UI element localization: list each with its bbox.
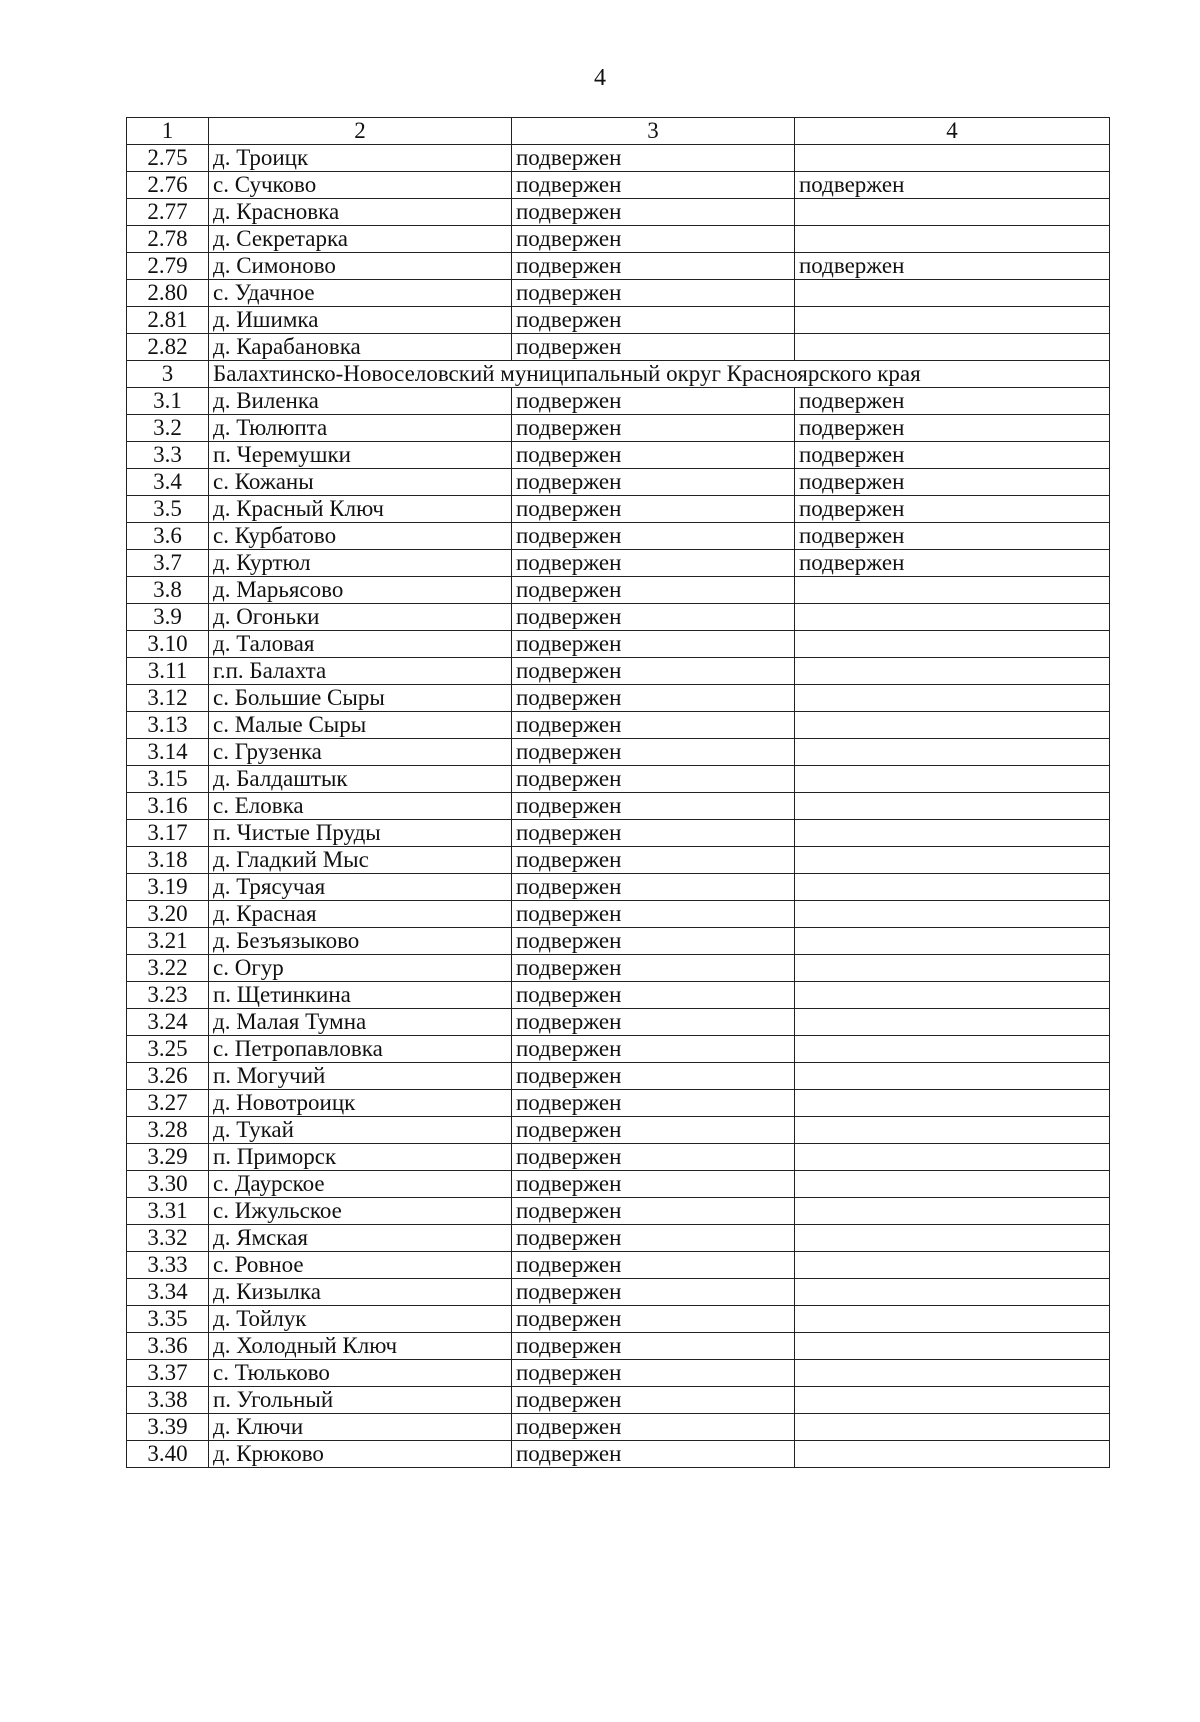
column-3-value: подвержен bbox=[512, 1198, 795, 1225]
settlement-name: с. Грузенка bbox=[209, 739, 512, 766]
page-number: 4 bbox=[594, 65, 606, 91]
table-row bbox=[127, 1198, 1110, 1225]
table-row bbox=[127, 820, 1110, 847]
settlement-name: с. Малые Сыры bbox=[209, 712, 512, 739]
column-3-value: подвержен bbox=[512, 982, 795, 1009]
column-3-value: подвержен bbox=[512, 496, 795, 523]
column-4-value bbox=[795, 1279, 1110, 1306]
row-number: 3.27 bbox=[127, 1090, 209, 1117]
column-3-value: подвержен bbox=[512, 577, 795, 604]
settlement-name: д. Ямская bbox=[209, 1225, 512, 1252]
settlement-name: п. Чистые Пруды bbox=[209, 820, 512, 847]
settlement-name: с. Ижульское bbox=[209, 1198, 512, 1225]
column-4-value bbox=[795, 685, 1110, 712]
row-number: 3.14 bbox=[127, 739, 209, 766]
column-4-value bbox=[795, 1171, 1110, 1198]
column-4-value bbox=[795, 712, 1110, 739]
settlement-name: д. Огоньки bbox=[209, 604, 512, 631]
column-4-value bbox=[795, 604, 1110, 631]
column-3-value: подвержен bbox=[512, 1171, 795, 1198]
column-3-value: подвержен bbox=[512, 847, 795, 874]
settlement-name: д. Гладкий Мыс bbox=[209, 847, 512, 874]
row-number: 3.38 bbox=[127, 1387, 209, 1414]
row-number: 2.77 bbox=[127, 199, 209, 226]
row-number: 3.26 bbox=[127, 1063, 209, 1090]
table-row bbox=[127, 577, 1110, 604]
table-header-row bbox=[127, 118, 1110, 145]
column-3-value: подвержен bbox=[512, 1144, 795, 1171]
column-4-value: подвержен bbox=[795, 523, 1110, 550]
settlement-name: д. Марьясово bbox=[209, 577, 512, 604]
column-4-value bbox=[795, 1144, 1110, 1171]
settlement-name: д. Трясучая bbox=[209, 874, 512, 901]
table-row bbox=[127, 226, 1110, 253]
column-3-value: подвержен bbox=[512, 550, 795, 577]
column-4-value: подвержен bbox=[795, 496, 1110, 523]
table-row bbox=[127, 901, 1110, 928]
column-header-1: 1 bbox=[127, 118, 209, 145]
table-row bbox=[127, 658, 1110, 685]
table-row bbox=[127, 1225, 1110, 1252]
table-row bbox=[127, 280, 1110, 307]
row-number: 3.37 bbox=[127, 1360, 209, 1387]
settlement-name: с. Ровное bbox=[209, 1252, 512, 1279]
column-4-value: подвержен bbox=[795, 172, 1110, 199]
table-row bbox=[127, 1252, 1110, 1279]
table-row bbox=[127, 172, 1110, 199]
row-number: 3.1 bbox=[127, 388, 209, 415]
column-4-value bbox=[795, 928, 1110, 955]
settlement-name: д. Ключи bbox=[209, 1414, 512, 1441]
settlement-name: д. Кизылка bbox=[209, 1279, 512, 1306]
column-4-value bbox=[795, 874, 1110, 901]
column-3-value: подвержен bbox=[512, 766, 795, 793]
table-row bbox=[127, 145, 1110, 172]
column-3-value: подвержен bbox=[512, 1279, 795, 1306]
column-3-value: подвержен bbox=[512, 442, 795, 469]
column-4-value bbox=[795, 280, 1110, 307]
row-number: 3.22 bbox=[127, 955, 209, 982]
column-3-value: подвержен bbox=[512, 1441, 795, 1468]
settlement-name: д. Балдаштык bbox=[209, 766, 512, 793]
column-4-value bbox=[795, 1117, 1110, 1144]
column-3-value: подвержен bbox=[512, 658, 795, 685]
settlement-name: с. Еловка bbox=[209, 793, 512, 820]
row-number: 3.4 bbox=[127, 469, 209, 496]
column-4-value: подвержен bbox=[795, 388, 1110, 415]
row-number: 3.16 bbox=[127, 793, 209, 820]
column-3-value: подвержен bbox=[512, 1225, 795, 1252]
column-4-value bbox=[795, 334, 1110, 361]
table-row bbox=[127, 1117, 1110, 1144]
column-3-value: подвержен bbox=[512, 145, 795, 172]
row-number: 3.20 bbox=[127, 901, 209, 928]
row-number: 3.35 bbox=[127, 1306, 209, 1333]
column-4-value bbox=[795, 1225, 1110, 1252]
column-4-value bbox=[795, 1198, 1110, 1225]
column-4-value: подвержен bbox=[795, 415, 1110, 442]
column-3-value: подвержен bbox=[512, 1306, 795, 1333]
table-row bbox=[127, 1387, 1110, 1414]
settlement-table bbox=[126, 117, 1110, 1468]
settlement-name: с. Кожаны bbox=[209, 469, 512, 496]
column-4-value bbox=[795, 982, 1110, 1009]
settlement-name: п. Черемушки bbox=[209, 442, 512, 469]
table-row bbox=[127, 1144, 1110, 1171]
table-row bbox=[127, 334, 1110, 361]
column-4-value: подвержен bbox=[795, 469, 1110, 496]
settlement-name: д. Тюлюпта bbox=[209, 415, 512, 442]
table-row bbox=[127, 847, 1110, 874]
column-4-value bbox=[795, 658, 1110, 685]
column-4-value bbox=[795, 577, 1110, 604]
row-number: 3.12 bbox=[127, 685, 209, 712]
settlement-name: д. Красновка bbox=[209, 199, 512, 226]
table-row bbox=[127, 1441, 1110, 1468]
column-4-value: подвержен bbox=[795, 253, 1110, 280]
settlement-name: д. Безъязыково bbox=[209, 928, 512, 955]
row-number: 2.81 bbox=[127, 307, 209, 334]
table-row bbox=[127, 496, 1110, 523]
settlement-name: д. Тойлук bbox=[209, 1306, 512, 1333]
row-number: 3.18 bbox=[127, 847, 209, 874]
column-3-value: подвержен bbox=[512, 712, 795, 739]
row-number: 3.36 bbox=[127, 1333, 209, 1360]
table-row bbox=[127, 307, 1110, 334]
settlement-name: д. Красный Ключ bbox=[209, 496, 512, 523]
table-row bbox=[127, 1063, 1110, 1090]
row-number: 2.80 bbox=[127, 280, 209, 307]
row-number: 3.2 bbox=[127, 415, 209, 442]
column-3-value: подвержен bbox=[512, 307, 795, 334]
column-4-value bbox=[795, 199, 1110, 226]
column-header-2: 2 bbox=[209, 118, 512, 145]
row-number: 3.7 bbox=[127, 550, 209, 577]
section-title: Балахтинско-Новоселовский муниципальный округ Красноярского края bbox=[209, 361, 1110, 388]
row-number: 3.21 bbox=[127, 928, 209, 955]
column-4-value bbox=[795, 145, 1110, 172]
table-row bbox=[127, 1090, 1110, 1117]
row-number: 3.33 bbox=[127, 1252, 209, 1279]
settlement-name: д. Крюково bbox=[209, 1441, 512, 1468]
table-row bbox=[127, 712, 1110, 739]
column-4-value bbox=[795, 766, 1110, 793]
column-3-value: подвержен bbox=[512, 901, 795, 928]
row-number: 3.13 bbox=[127, 712, 209, 739]
table-row bbox=[127, 1009, 1110, 1036]
table-row bbox=[127, 1360, 1110, 1387]
column-3-value: подвержен bbox=[512, 685, 795, 712]
table-row bbox=[127, 469, 1110, 496]
row-number: 3.28 bbox=[127, 1117, 209, 1144]
settlement-name: д. Малая Тумна bbox=[209, 1009, 512, 1036]
column-4-value bbox=[795, 1063, 1110, 1090]
row-number: 3.19 bbox=[127, 874, 209, 901]
column-3-value: подвержен bbox=[512, 820, 795, 847]
table-row bbox=[127, 874, 1110, 901]
column-3-value: подвержен bbox=[512, 1036, 795, 1063]
column-3-value: подвержен bbox=[512, 1090, 795, 1117]
row-number: 3.25 bbox=[127, 1036, 209, 1063]
settlement-name: д. Троицк bbox=[209, 145, 512, 172]
table-row bbox=[127, 766, 1110, 793]
column-4-value: подвержен bbox=[795, 442, 1110, 469]
row-number: 3 bbox=[127, 361, 209, 388]
row-number: 2.79 bbox=[127, 253, 209, 280]
row-number: 3.9 bbox=[127, 604, 209, 631]
table-row bbox=[127, 1333, 1110, 1360]
column-4-value bbox=[795, 1306, 1110, 1333]
column-4-value bbox=[795, 1090, 1110, 1117]
column-4-value bbox=[795, 1441, 1110, 1468]
table-row bbox=[127, 1171, 1110, 1198]
row-number: 3.40 bbox=[127, 1441, 209, 1468]
table-row bbox=[127, 523, 1110, 550]
row-number: 3.15 bbox=[127, 766, 209, 793]
row-number: 3.23 bbox=[127, 982, 209, 1009]
settlement-name: д. Холодный Ключ bbox=[209, 1333, 512, 1360]
column-3-value: подвержен bbox=[512, 955, 795, 982]
row-number: 3.39 bbox=[127, 1414, 209, 1441]
row-number: 2.78 bbox=[127, 226, 209, 253]
settlement-name: п. Щетинкина bbox=[209, 982, 512, 1009]
row-number: 3.3 bbox=[127, 442, 209, 469]
row-number: 3.8 bbox=[127, 577, 209, 604]
column-4-value bbox=[795, 1036, 1110, 1063]
column-4-value bbox=[795, 955, 1110, 982]
row-number: 3.29 bbox=[127, 1144, 209, 1171]
settlement-name: с. Удачное bbox=[209, 280, 512, 307]
settlement-name: с. Огур bbox=[209, 955, 512, 982]
column-3-value: подвержен bbox=[512, 253, 795, 280]
settlement-name: с. Сучково bbox=[209, 172, 512, 199]
row-number: 3.30 bbox=[127, 1171, 209, 1198]
column-3-value: подвержен bbox=[512, 1414, 795, 1441]
column-4-value bbox=[795, 307, 1110, 334]
table-row bbox=[127, 415, 1110, 442]
settlement-name: г.п. Балахта bbox=[209, 658, 512, 685]
row-number: 3.24 bbox=[127, 1009, 209, 1036]
column-4-value bbox=[795, 1387, 1110, 1414]
table-row bbox=[127, 1036, 1110, 1063]
settlement-name: п. Угольный bbox=[209, 1387, 512, 1414]
table-row bbox=[127, 739, 1110, 766]
column-4-value bbox=[795, 1360, 1110, 1387]
settlement-name: д. Виленка bbox=[209, 388, 512, 415]
settlement-name: с. Тюльково bbox=[209, 1360, 512, 1387]
table-row bbox=[127, 955, 1110, 982]
settlement-name: с. Даурское bbox=[209, 1171, 512, 1198]
column-3-value: подвержен bbox=[512, 1009, 795, 1036]
column-3-value: подвержен bbox=[512, 469, 795, 496]
column-3-value: подвержен bbox=[512, 1333, 795, 1360]
column-3-value: подвержен bbox=[512, 1063, 795, 1090]
row-number: 3.11 bbox=[127, 658, 209, 685]
column-header-3: 3 bbox=[512, 118, 795, 145]
column-header-4: 4 bbox=[795, 118, 1110, 145]
column-4-value bbox=[795, 739, 1110, 766]
row-number: 3.34 bbox=[127, 1279, 209, 1306]
table-row bbox=[127, 550, 1110, 577]
column-3-value: подвержен bbox=[512, 1117, 795, 1144]
column-3-value: подвержен bbox=[512, 334, 795, 361]
column-3-value: подвержен bbox=[512, 280, 795, 307]
settlement-name: п. Могучий bbox=[209, 1063, 512, 1090]
table-row bbox=[127, 685, 1110, 712]
column-4-value bbox=[795, 1252, 1110, 1279]
table-row bbox=[127, 982, 1110, 1009]
row-number: 3.31 bbox=[127, 1198, 209, 1225]
table-row bbox=[127, 442, 1110, 469]
settlement-name: д. Тукай bbox=[209, 1117, 512, 1144]
settlement-name: д. Симоново bbox=[209, 253, 512, 280]
row-number: 2.75 bbox=[127, 145, 209, 172]
table-row bbox=[127, 1279, 1110, 1306]
row-number: 2.82 bbox=[127, 334, 209, 361]
row-number: 3.10 bbox=[127, 631, 209, 658]
settlement-name: с. Петропавловка bbox=[209, 1036, 512, 1063]
row-number: 3.5 bbox=[127, 496, 209, 523]
table-row bbox=[127, 604, 1110, 631]
table-row bbox=[127, 631, 1110, 658]
column-4-value bbox=[795, 1009, 1110, 1036]
settlement-name: с. Большие Сыры bbox=[209, 685, 512, 712]
column-3-value: подвержен bbox=[512, 199, 795, 226]
column-3-value: подвержен bbox=[512, 874, 795, 901]
settlement-name: д. Новотроицк bbox=[209, 1090, 512, 1117]
settlement-name: д. Таловая bbox=[209, 631, 512, 658]
column-3-value: подвержен bbox=[512, 1387, 795, 1414]
row-number: 2.76 bbox=[127, 172, 209, 199]
column-4-value bbox=[795, 1333, 1110, 1360]
column-4-value bbox=[795, 226, 1110, 253]
column-4-value bbox=[795, 793, 1110, 820]
column-3-value: подвержен bbox=[512, 1360, 795, 1387]
column-3-value: подвержен bbox=[512, 793, 795, 820]
column-3-value: подвержен bbox=[512, 523, 795, 550]
column-4-value bbox=[795, 631, 1110, 658]
table-row bbox=[127, 1306, 1110, 1333]
column-4-value: подвержен bbox=[795, 550, 1110, 577]
table-row bbox=[127, 928, 1110, 955]
column-4-value bbox=[795, 901, 1110, 928]
settlement-name: п. Приморск bbox=[209, 1144, 512, 1171]
column-3-value: подвержен bbox=[512, 172, 795, 199]
column-3-value: подвержен bbox=[512, 388, 795, 415]
table-row bbox=[127, 793, 1110, 820]
column-4-value bbox=[795, 1414, 1110, 1441]
table-row bbox=[127, 199, 1110, 226]
settlement-name: д. Секретарка bbox=[209, 226, 512, 253]
settlement-name: д. Ишимка bbox=[209, 307, 512, 334]
column-3-value: подвержен bbox=[512, 226, 795, 253]
settlement-name: д. Куртюл bbox=[209, 550, 512, 577]
column-4-value bbox=[795, 820, 1110, 847]
column-3-value: подвержен bbox=[512, 739, 795, 766]
row-number: 3.17 bbox=[127, 820, 209, 847]
column-3-value: подвержен bbox=[512, 928, 795, 955]
column-3-value: подвержен bbox=[512, 631, 795, 658]
column-3-value: подвержен bbox=[512, 415, 795, 442]
settlement-name: д. Карабановка bbox=[209, 334, 512, 361]
column-3-value: подвержен bbox=[512, 604, 795, 631]
section-row bbox=[127, 361, 1110, 388]
table-row bbox=[127, 1414, 1110, 1441]
table-row bbox=[127, 253, 1110, 280]
settlement-name: д. Красная bbox=[209, 901, 512, 928]
table-row bbox=[127, 388, 1110, 415]
row-number: 3.6 bbox=[127, 523, 209, 550]
column-4-value bbox=[795, 847, 1110, 874]
column-3-value: подвержен bbox=[512, 1252, 795, 1279]
settlement-name: с. Курбатово bbox=[209, 523, 512, 550]
row-number: 3.32 bbox=[127, 1225, 209, 1252]
